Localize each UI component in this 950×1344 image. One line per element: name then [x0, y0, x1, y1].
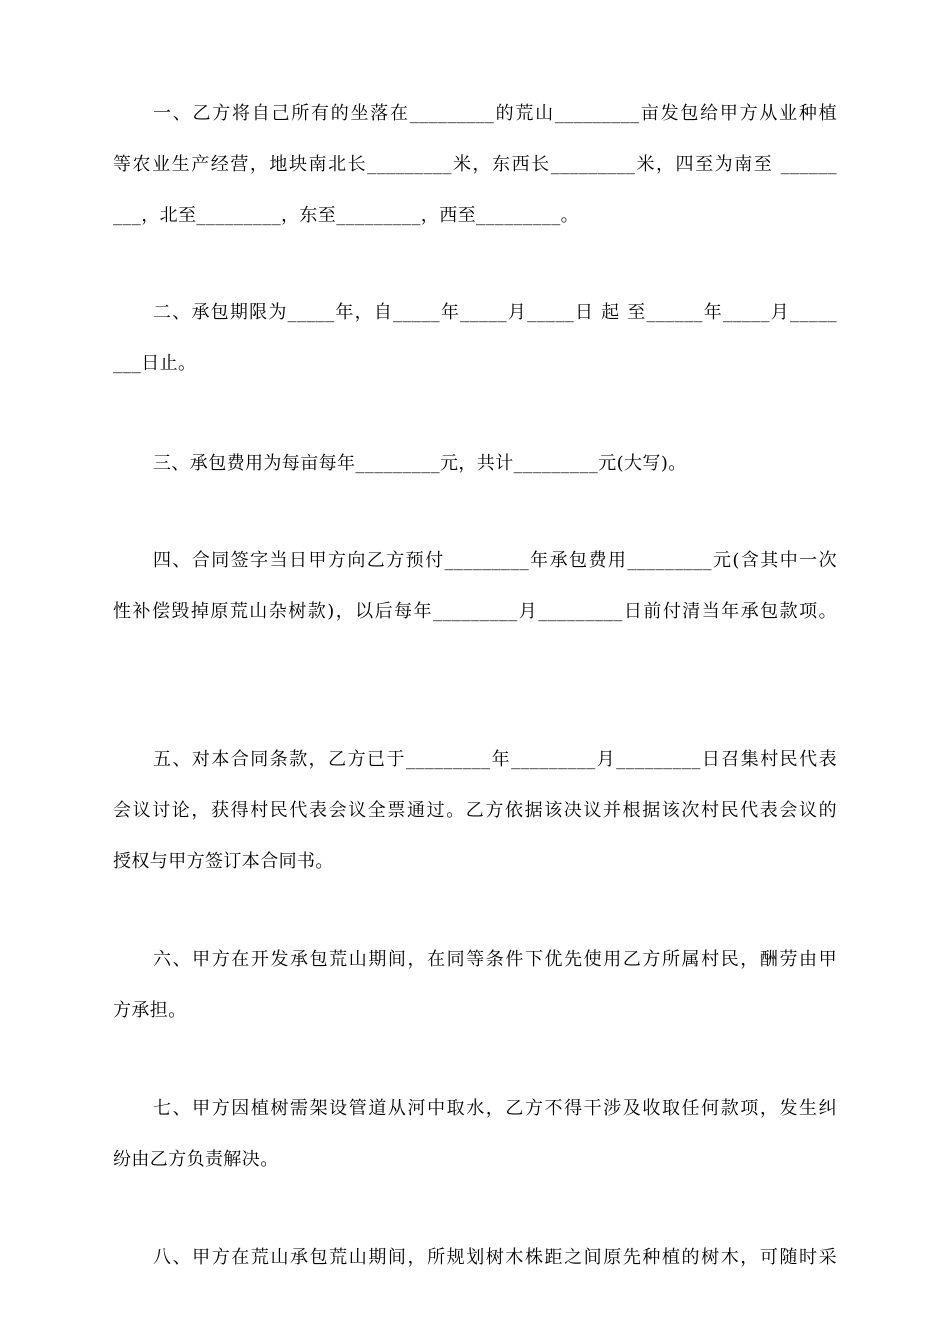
clause-5-line-1: 五、对本合同条款，乙方已于_________年_________月_________日召集村民代表 [153, 749, 837, 770]
clause-6-line-1: 六、甲方在开发承包荒山期间，在同等条件下优先使用乙方所属村民，酬劳由甲 [153, 949, 837, 970]
clause-2-line-1: 二、承包期限为_____年，自_____年_____月_____日 起 至______年_____月_____ [153, 302, 837, 323]
clause-3-line-1: 三、承包费用为每亩每年_________元，共计_________元(大写)。 [153, 453, 687, 474]
clause-8-line-1: 八、甲方在荒山承包荒山期间，所规划树木株距之间原先种植的树木，可随时采 [153, 1247, 837, 1268]
clause-7-line-1: 七、甲方因植树需架设管道从河中取水，乙方不得干涉及收取任何款项，发生纠 [153, 1098, 837, 1119]
clause-6-line-2: 方承担。 [113, 1000, 187, 1021]
clause-1-line-2: 等农业生产经营，地块南北长_________米，东西长_________米，四至为南至 ______ [113, 154, 837, 175]
clause-1-line-3: ___，北至_________，东至_________，西至_________。 [113, 205, 579, 226]
clause-7-line-2: 纷由乙方负责解决。 [113, 1149, 279, 1170]
clause-5-line-2: 会议讨论，获得村民代表会议全票通过。乙方依据该决议并根据该次村民代表会议的 [113, 800, 837, 821]
clause-4-line-1: 四、合同签字当日甲方向乙方预付_________年承包费用_________元(含其中一次 [153, 550, 837, 571]
clause-4-line-2: 性补偿毁掉原荒山杂树款)，以后每年_________月_________日前付清当年承包款项。 [113, 601, 837, 622]
clause-1-line-1: 一、乙方将自己所有的坐落在_________的荒山_________亩发包给甲方从业种植 [153, 103, 837, 124]
clause-2-line-2: ___日止。 [113, 353, 197, 374]
clause-5-line-3: 授权与甲方签订本合同书。 [113, 851, 334, 872]
